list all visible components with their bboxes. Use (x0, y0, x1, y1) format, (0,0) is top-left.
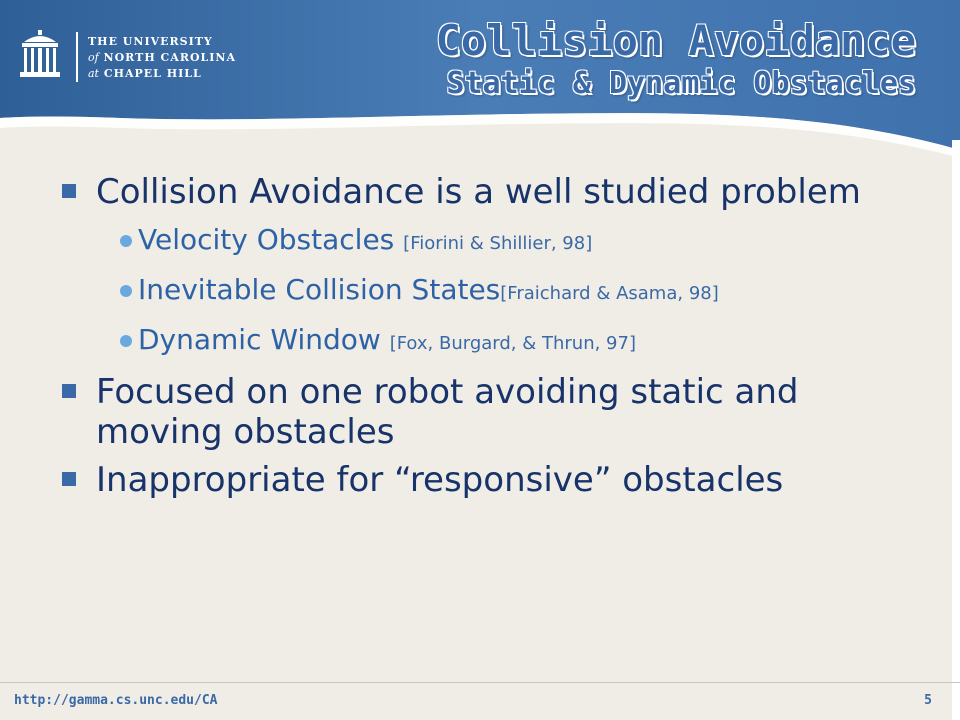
dot-bullet-icon (120, 335, 132, 347)
right-edge-border (952, 140, 960, 720)
wordmark-at: at (88, 67, 99, 80)
page-number: 5 (924, 693, 932, 708)
bullet-text: Focused on one robot avoiding static and moving obstacles (96, 372, 799, 452)
sub-bullet-text: Velocity Obstacles (138, 223, 404, 256)
wordmark-north-carolina: NORTH CAROLINA (103, 51, 237, 64)
university-wordmark (88, 34, 236, 82)
university-logo (18, 30, 237, 90)
wordmark-line-2 (88, 50, 236, 66)
bullet-item (58, 372, 918, 452)
square-bullet-icon (62, 384, 76, 398)
citation: [Fraichard & Asama, 98] (500, 283, 719, 304)
bullet-text: Inappropriate for “responsive” obstacles (96, 460, 784, 500)
sub-bullet-item (58, 272, 918, 312)
sub-bullet-item (58, 222, 918, 262)
square-bullet-icon (62, 472, 76, 486)
citation: [Fox, Burgard, & Thrun, 97] (389, 333, 636, 354)
bullet-item (58, 460, 918, 500)
old-well-icon (18, 30, 62, 82)
wordmark-of: of (88, 51, 99, 64)
bullet-text: Collision Avoidance is a well studied problem (96, 172, 861, 212)
slide-title (436, 16, 916, 102)
wordmark-line-1: THE UNIVERSITY (88, 35, 213, 48)
citation: [Fiorini & Shillier, 98] (403, 233, 593, 254)
sub-bullet-item (58, 322, 918, 362)
footer-url: http://gamma.cs.unc.edu/CA (14, 693, 218, 708)
sub-bullet-text: Inevitable Collision States (138, 273, 501, 306)
sub-bullet-text: Dynamic Window (138, 323, 390, 356)
wordmark-line-3 (88, 66, 236, 82)
dot-bullet-icon (120, 235, 132, 247)
bullet-item (58, 172, 918, 212)
wordmark-chapel-hill: CHAPEL HILL (103, 67, 202, 80)
square-bullet-icon (62, 184, 76, 198)
logo-divider (76, 32, 78, 82)
slide-title-main: Collision Avoidance (435, 16, 916, 65)
slide-body (58, 172, 918, 508)
dot-bullet-icon (120, 285, 132, 297)
slide-subtitle: Static & Dynamic Obstacles (446, 66, 916, 101)
footer-divider (0, 682, 960, 683)
